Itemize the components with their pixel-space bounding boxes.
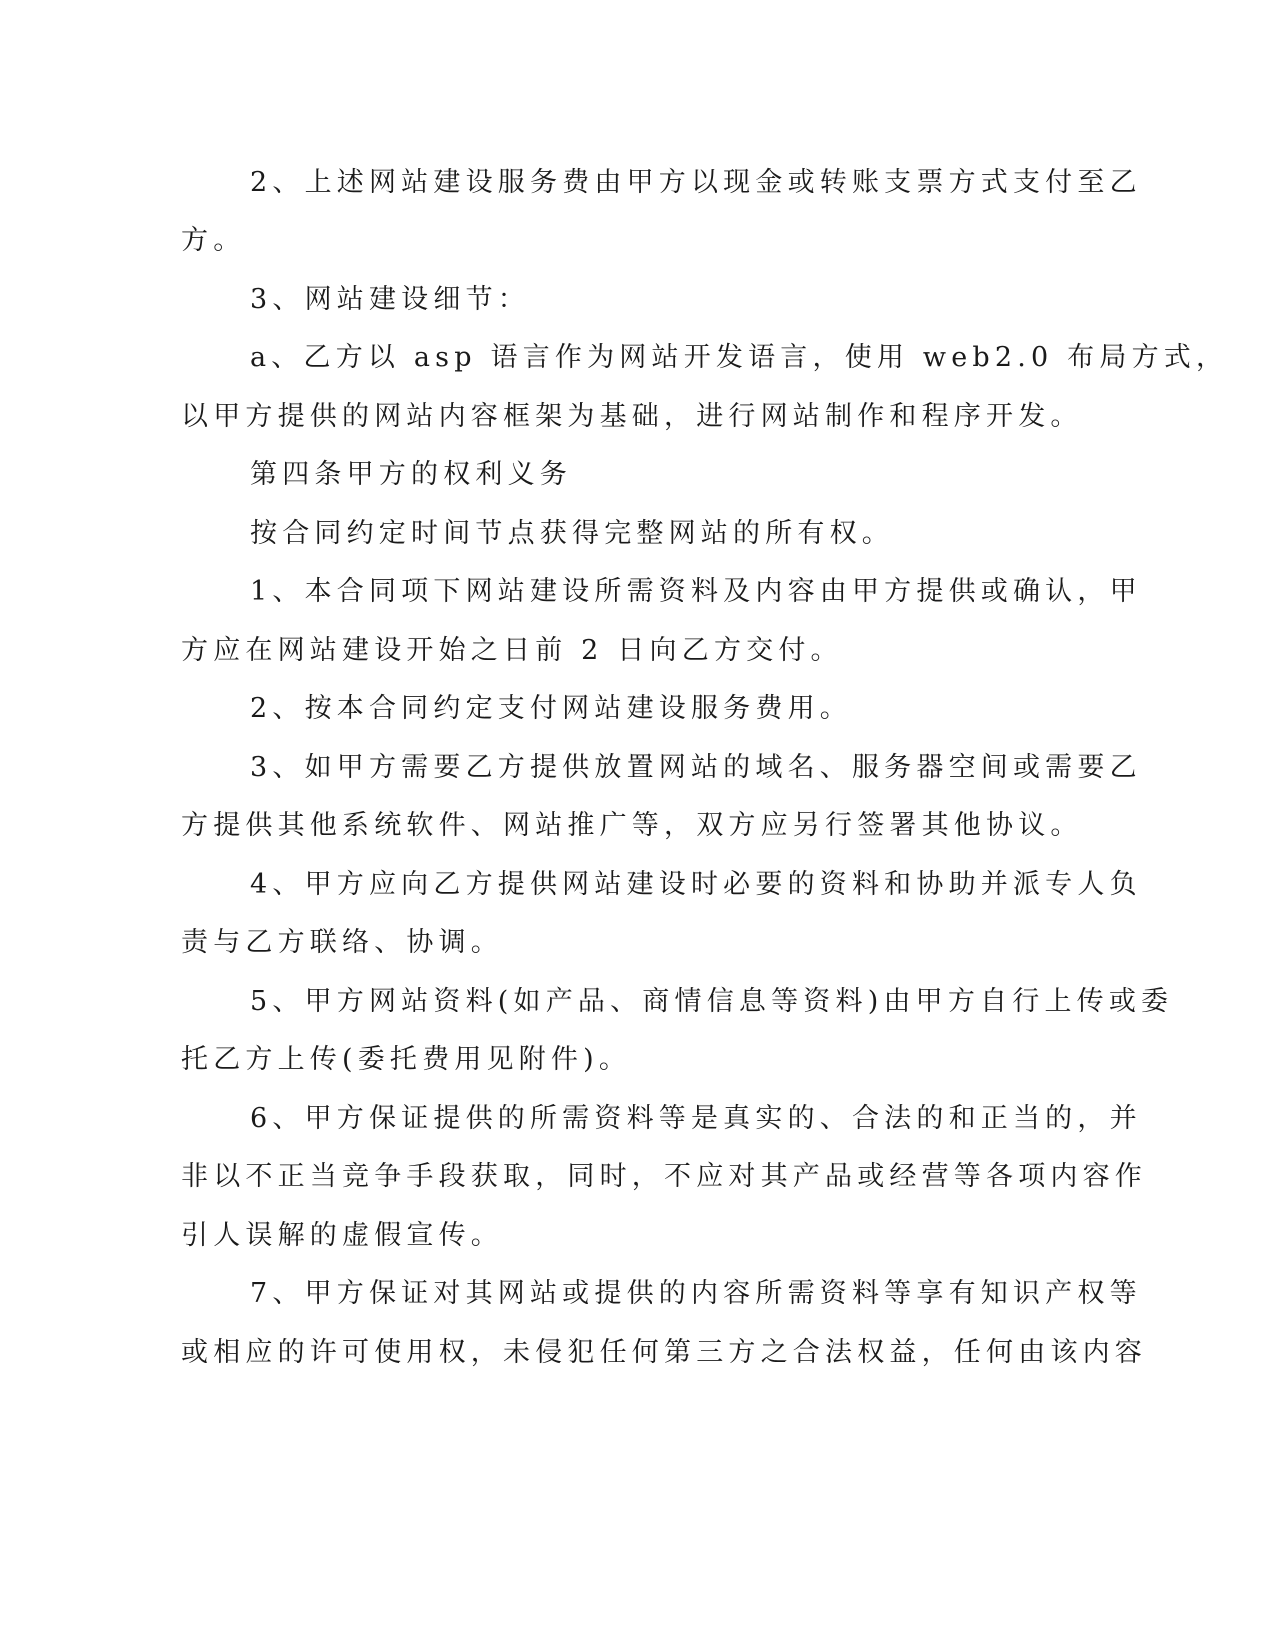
paragraph-line: 或相应的许可使用权，未侵犯任何第三方之合法权益，任何由该内容: [181, 1337, 1147, 1368]
paragraph-line: 责与乙方联络、协调。: [181, 927, 503, 958]
paragraph-line: 方应在网站建设开始之日前 2 日向乙方交付。: [181, 635, 843, 666]
paragraph-line: 4、甲方应向乙方提供网站建设时必要的资料和协助并派专人负: [250, 869, 1142, 900]
section-heading: 第四条甲方的权利义务: [250, 459, 572, 490]
paragraph-line: a、乙方以 asp 语言作为网站开发语言，使用 web2.0 布局方式，: [250, 342, 1229, 373]
paragraph-line: 5、甲方网站资料(如产品、商情信息等资料)由甲方自行上传或委: [250, 986, 1174, 1017]
paragraph-line: 2、上述网站建设服务费由甲方以现金或转账支票方式支付至乙: [250, 167, 1142, 198]
paragraph-line: 以甲方提供的网站内容框架为基础，进行网站制作和程序开发。: [181, 401, 1083, 432]
paragraph-line: 2、按本合同约定支付网站建设服务费用。: [250, 693, 852, 724]
paragraph-line: 6、甲方保证提供的所需资料等是真实的、合法的和正当的，并: [250, 1103, 1142, 1134]
paragraph-line: 方提供其他系统软件、网站推广等，双方应另行签署其他协议。: [181, 810, 1083, 841]
paragraph-line: 方。: [181, 225, 246, 256]
paragraph-line: 托乙方上传(委托费用见附件)。: [181, 1044, 632, 1075]
paragraph-line: 按合同约定时间节点获得完整网站的所有权。: [250, 518, 894, 549]
paragraph-line: 7、甲方保证对其网站或提供的内容所需资料等享有知识产权等: [250, 1278, 1142, 1309]
paragraph-line: 引人误解的虚假宣传。: [181, 1220, 503, 1251]
paragraph-line: 3、如甲方需要乙方提供放置网站的域名、服务器空间或需要乙: [250, 752, 1142, 783]
paragraph-line: 1、本合同项下网站建设所需资料及内容由甲方提供或确认，甲: [250, 576, 1142, 607]
paragraph-line: 非以不正当竞争手段获取，同时，不应对其产品或经营等各项内容作: [181, 1161, 1147, 1192]
paragraph-line: 3、网站建设细节：: [250, 284, 530, 315]
